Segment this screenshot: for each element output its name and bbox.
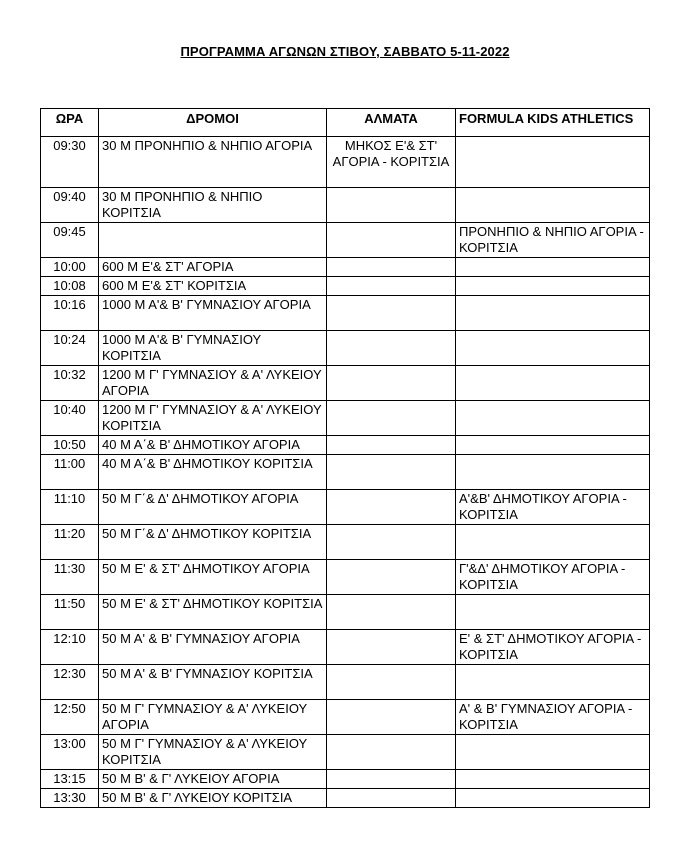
formula-cell bbox=[456, 366, 650, 401]
formula-cell bbox=[456, 296, 650, 331]
schedule-table bbox=[40, 108, 650, 808]
formula-cell: Α'&Β' ΔΗΜΟΤΙΚΟΥ ΑΓΟΡΙΑ - ΚΟΡΙΤΣΙΑ bbox=[456, 490, 650, 525]
jump-cell bbox=[327, 188, 456, 223]
race-cell: 30 Μ ΠΡΟΝΗΠΙΟ & ΝΗΠΙΟ ΚΟΡΙΤΣΙΑ bbox=[99, 188, 327, 223]
table-row bbox=[41, 455, 650, 490]
formula-cell bbox=[456, 735, 650, 770]
race-cell: 600 Μ Ε'& ΣΤ' ΚΟΡΙΤΣΙΑ bbox=[99, 277, 327, 296]
table-row bbox=[41, 401, 650, 436]
formula-cell: Α' & Β' ΓΥΜΝΑΣΙΟΥ ΑΓΟΡΙΑ - ΚΟΡΙΤΣΙΑ bbox=[456, 700, 650, 735]
time-cell: 12:30 bbox=[41, 665, 99, 700]
time-cell: 11:50 bbox=[41, 595, 99, 630]
race-cell: 50 Μ Β' & Γ' ΛΥΚΕΙΟΥ ΑΓΟΡΙΑ bbox=[99, 770, 327, 789]
table-row bbox=[41, 770, 650, 789]
formula-cell bbox=[456, 436, 650, 455]
time-cell: 10:16 bbox=[41, 296, 99, 331]
formula-cell bbox=[456, 331, 650, 366]
time-cell: 11:00 bbox=[41, 455, 99, 490]
formula-cell bbox=[456, 258, 650, 277]
formula-cell bbox=[456, 665, 650, 700]
time-cell: 11:10 bbox=[41, 490, 99, 525]
race-cell: 40 Μ Α΄& Β' ΔΗΜΟΤΙΚΟΥ ΑΓΟΡΙΑ bbox=[99, 436, 327, 455]
table-row bbox=[41, 366, 650, 401]
formula-cell bbox=[456, 401, 650, 436]
time-cell: 10:32 bbox=[41, 366, 99, 401]
table-row bbox=[41, 490, 650, 525]
jump-cell bbox=[327, 490, 456, 525]
race-cell: 50 Μ Γ΄& Δ' ΔΗΜΟΤΙΚΟΥ ΚΟΡΙΤΣΙΑ bbox=[99, 525, 327, 560]
jump-cell bbox=[327, 789, 456, 808]
table-row bbox=[41, 137, 650, 188]
formula-cell bbox=[456, 137, 650, 188]
table-row bbox=[41, 188, 650, 223]
jump-cell bbox=[327, 560, 456, 595]
formula-cell bbox=[456, 770, 650, 789]
jump-cell bbox=[327, 401, 456, 436]
table-row bbox=[41, 436, 650, 455]
time-cell: 10:24 bbox=[41, 331, 99, 366]
table-row bbox=[41, 789, 650, 808]
time-cell: 11:20 bbox=[41, 525, 99, 560]
table-row bbox=[41, 296, 650, 331]
race-cell: 1000 Μ Α'& Β' ΓΥΜΝΑΣΙΟΥ ΚΟΡΙΤΣΙΑ bbox=[99, 331, 327, 366]
race-cell: 50 Μ Ε' & ΣΤ' ΔΗΜΟΤΙΚΟΥ ΑΓΟΡΙΑ bbox=[99, 560, 327, 595]
jump-cell bbox=[327, 665, 456, 700]
time-cell: 09:30 bbox=[41, 137, 99, 188]
jump-cell bbox=[327, 258, 456, 277]
formula-cell bbox=[456, 789, 650, 808]
time-cell: 12:10 bbox=[41, 630, 99, 665]
formula-cell: Γ'&Δ' ΔΗΜΟΤΙΚΟΥ ΑΓΟΡΙΑ - ΚΟΡΙΤΣΙΑ bbox=[456, 560, 650, 595]
table-row bbox=[41, 700, 650, 735]
race-cell: 1200 Μ Γ' ΓΥΜΝΑΣΙΟΥ & Α' ΛΥΚΕΙΟΥ ΑΓΟΡΙΑ bbox=[99, 366, 327, 401]
jump-cell bbox=[327, 770, 456, 789]
table-row bbox=[41, 223, 650, 258]
jump-cell bbox=[327, 296, 456, 331]
race-cell: 50 Μ Α' & Β' ΓΥΜΝΑΣΙΟΥ ΑΓΟΡΙΑ bbox=[99, 630, 327, 665]
race-cell: 1000 Μ Α'& Β' ΓΥΜΝΑΣΙΟΥ ΑΓΟΡΙΑ bbox=[99, 296, 327, 331]
time-cell: 10:50 bbox=[41, 436, 99, 455]
header-jumps: ΑΛΜΑΤΑ bbox=[327, 109, 456, 137]
formula-cell: ΠΡΟΝΗΠΙΟ & ΝΗΠΙΟ ΑΓΟΡΙΑ - ΚΟΡΙΤΣΙΑ bbox=[456, 223, 650, 258]
table-row bbox=[41, 560, 650, 595]
time-cell: 13:00 bbox=[41, 735, 99, 770]
header-time: ΩΡΑ bbox=[41, 109, 99, 137]
table-row bbox=[41, 595, 650, 630]
page-title: ΠΡΟΓΡΑΜΜΑ ΑΓΩΝΩΝ ΣΤΙΒΟΥ, ΣΑΒΒΑΤΟ 5-11-2022 bbox=[180, 44, 510, 59]
race-cell: 600 Μ Ε'& ΣΤ' ΑΓΟΡΙΑ bbox=[99, 258, 327, 277]
race-cell: 30 Μ ΠΡΟΝΗΠΙΟ & ΝΗΠΙΟ ΑΓΟΡΙΑ bbox=[99, 137, 327, 188]
jump-cell bbox=[327, 455, 456, 490]
jump-cell bbox=[327, 436, 456, 455]
jump-cell bbox=[327, 366, 456, 401]
table-row bbox=[41, 277, 650, 296]
time-cell: 10:00 bbox=[41, 258, 99, 277]
formula-cell bbox=[456, 595, 650, 630]
formula-cell: Ε' & ΣΤ' ΔΗΜΟΤΙΚΟΥ ΑΓΟΡΙΑ - ΚΟΡΙΤΣΙΑ bbox=[456, 630, 650, 665]
table-row bbox=[41, 331, 650, 366]
time-cell: 12:50 bbox=[41, 700, 99, 735]
table-row bbox=[41, 258, 650, 277]
time-cell: 13:15 bbox=[41, 770, 99, 789]
table-row bbox=[41, 630, 650, 665]
jump-cell bbox=[327, 277, 456, 296]
race-cell: 50 Μ Γ' ΓΥΜΝΑΣΙΟΥ & Α' ΛΥΚΕΙΟΥ ΚΟΡΙΤΣΙΑ bbox=[99, 735, 327, 770]
formula-cell bbox=[456, 277, 650, 296]
time-cell: 13:30 bbox=[41, 789, 99, 808]
table-row bbox=[41, 735, 650, 770]
table-row bbox=[41, 525, 650, 560]
header-races: ΔΡΟΜΟΙ bbox=[99, 109, 327, 137]
table-row bbox=[41, 665, 650, 700]
race-cell: 1200 Μ Γ' ΓΥΜΝΑΣΙΟΥ & Α' ΛΥΚΕΙΟΥ ΚΟΡΙΤΣΙΑ bbox=[99, 401, 327, 436]
header-formula: FORMULA KIDS ATHLETICS bbox=[456, 109, 650, 137]
jump-cell bbox=[327, 331, 456, 366]
race-cell: 50 Μ Ε' & ΣΤ' ΔΗΜΟΤΙΚΟΥ ΚΟΡΙΤΣΙΑ bbox=[99, 595, 327, 630]
jump-cell bbox=[327, 223, 456, 258]
race-cell bbox=[99, 223, 327, 258]
jump-cell: ΜΗΚΟΣ Ε'& ΣΤ' ΑΓΟΡΙΑ - ΚΟΡΙΤΣΙΑ bbox=[327, 137, 456, 188]
jump-cell bbox=[327, 735, 456, 770]
formula-cell bbox=[456, 188, 650, 223]
time-cell: 10:08 bbox=[41, 277, 99, 296]
time-cell: 11:30 bbox=[41, 560, 99, 595]
formula-cell bbox=[456, 525, 650, 560]
race-cell: 50 Μ Γ' ΓΥΜΝΑΣΙΟΥ & Α' ΛΥΚΕΙΟΥ ΑΓΟΡΙΑ bbox=[99, 700, 327, 735]
header-row bbox=[41, 109, 650, 137]
time-cell: 10:40 bbox=[41, 401, 99, 436]
jump-cell bbox=[327, 630, 456, 665]
race-cell: 50 Μ Α' & Β' ΓΥΜΝΑΣΙΟΥ ΚΟΡΙΤΣΙΑ bbox=[99, 665, 327, 700]
jump-cell bbox=[327, 525, 456, 560]
time-cell: 09:40 bbox=[41, 188, 99, 223]
race-cell: 50 Μ Β' & Γ' ΛΥΚΕΙΟΥ ΚΟΡΙΤΣΙΑ bbox=[99, 789, 327, 808]
race-cell: 50 Μ Γ΄& Δ' ΔΗΜΟΤΙΚΟΥ ΑΓΟΡΙΑ bbox=[99, 490, 327, 525]
jump-cell bbox=[327, 700, 456, 735]
jump-cell bbox=[327, 595, 456, 630]
time-cell: 09:45 bbox=[41, 223, 99, 258]
formula-cell bbox=[456, 455, 650, 490]
race-cell: 40 Μ Α΄& Β' ΔΗΜΟΤΙΚΟΥ ΚΟΡΙΤΣΙΑ bbox=[99, 455, 327, 490]
